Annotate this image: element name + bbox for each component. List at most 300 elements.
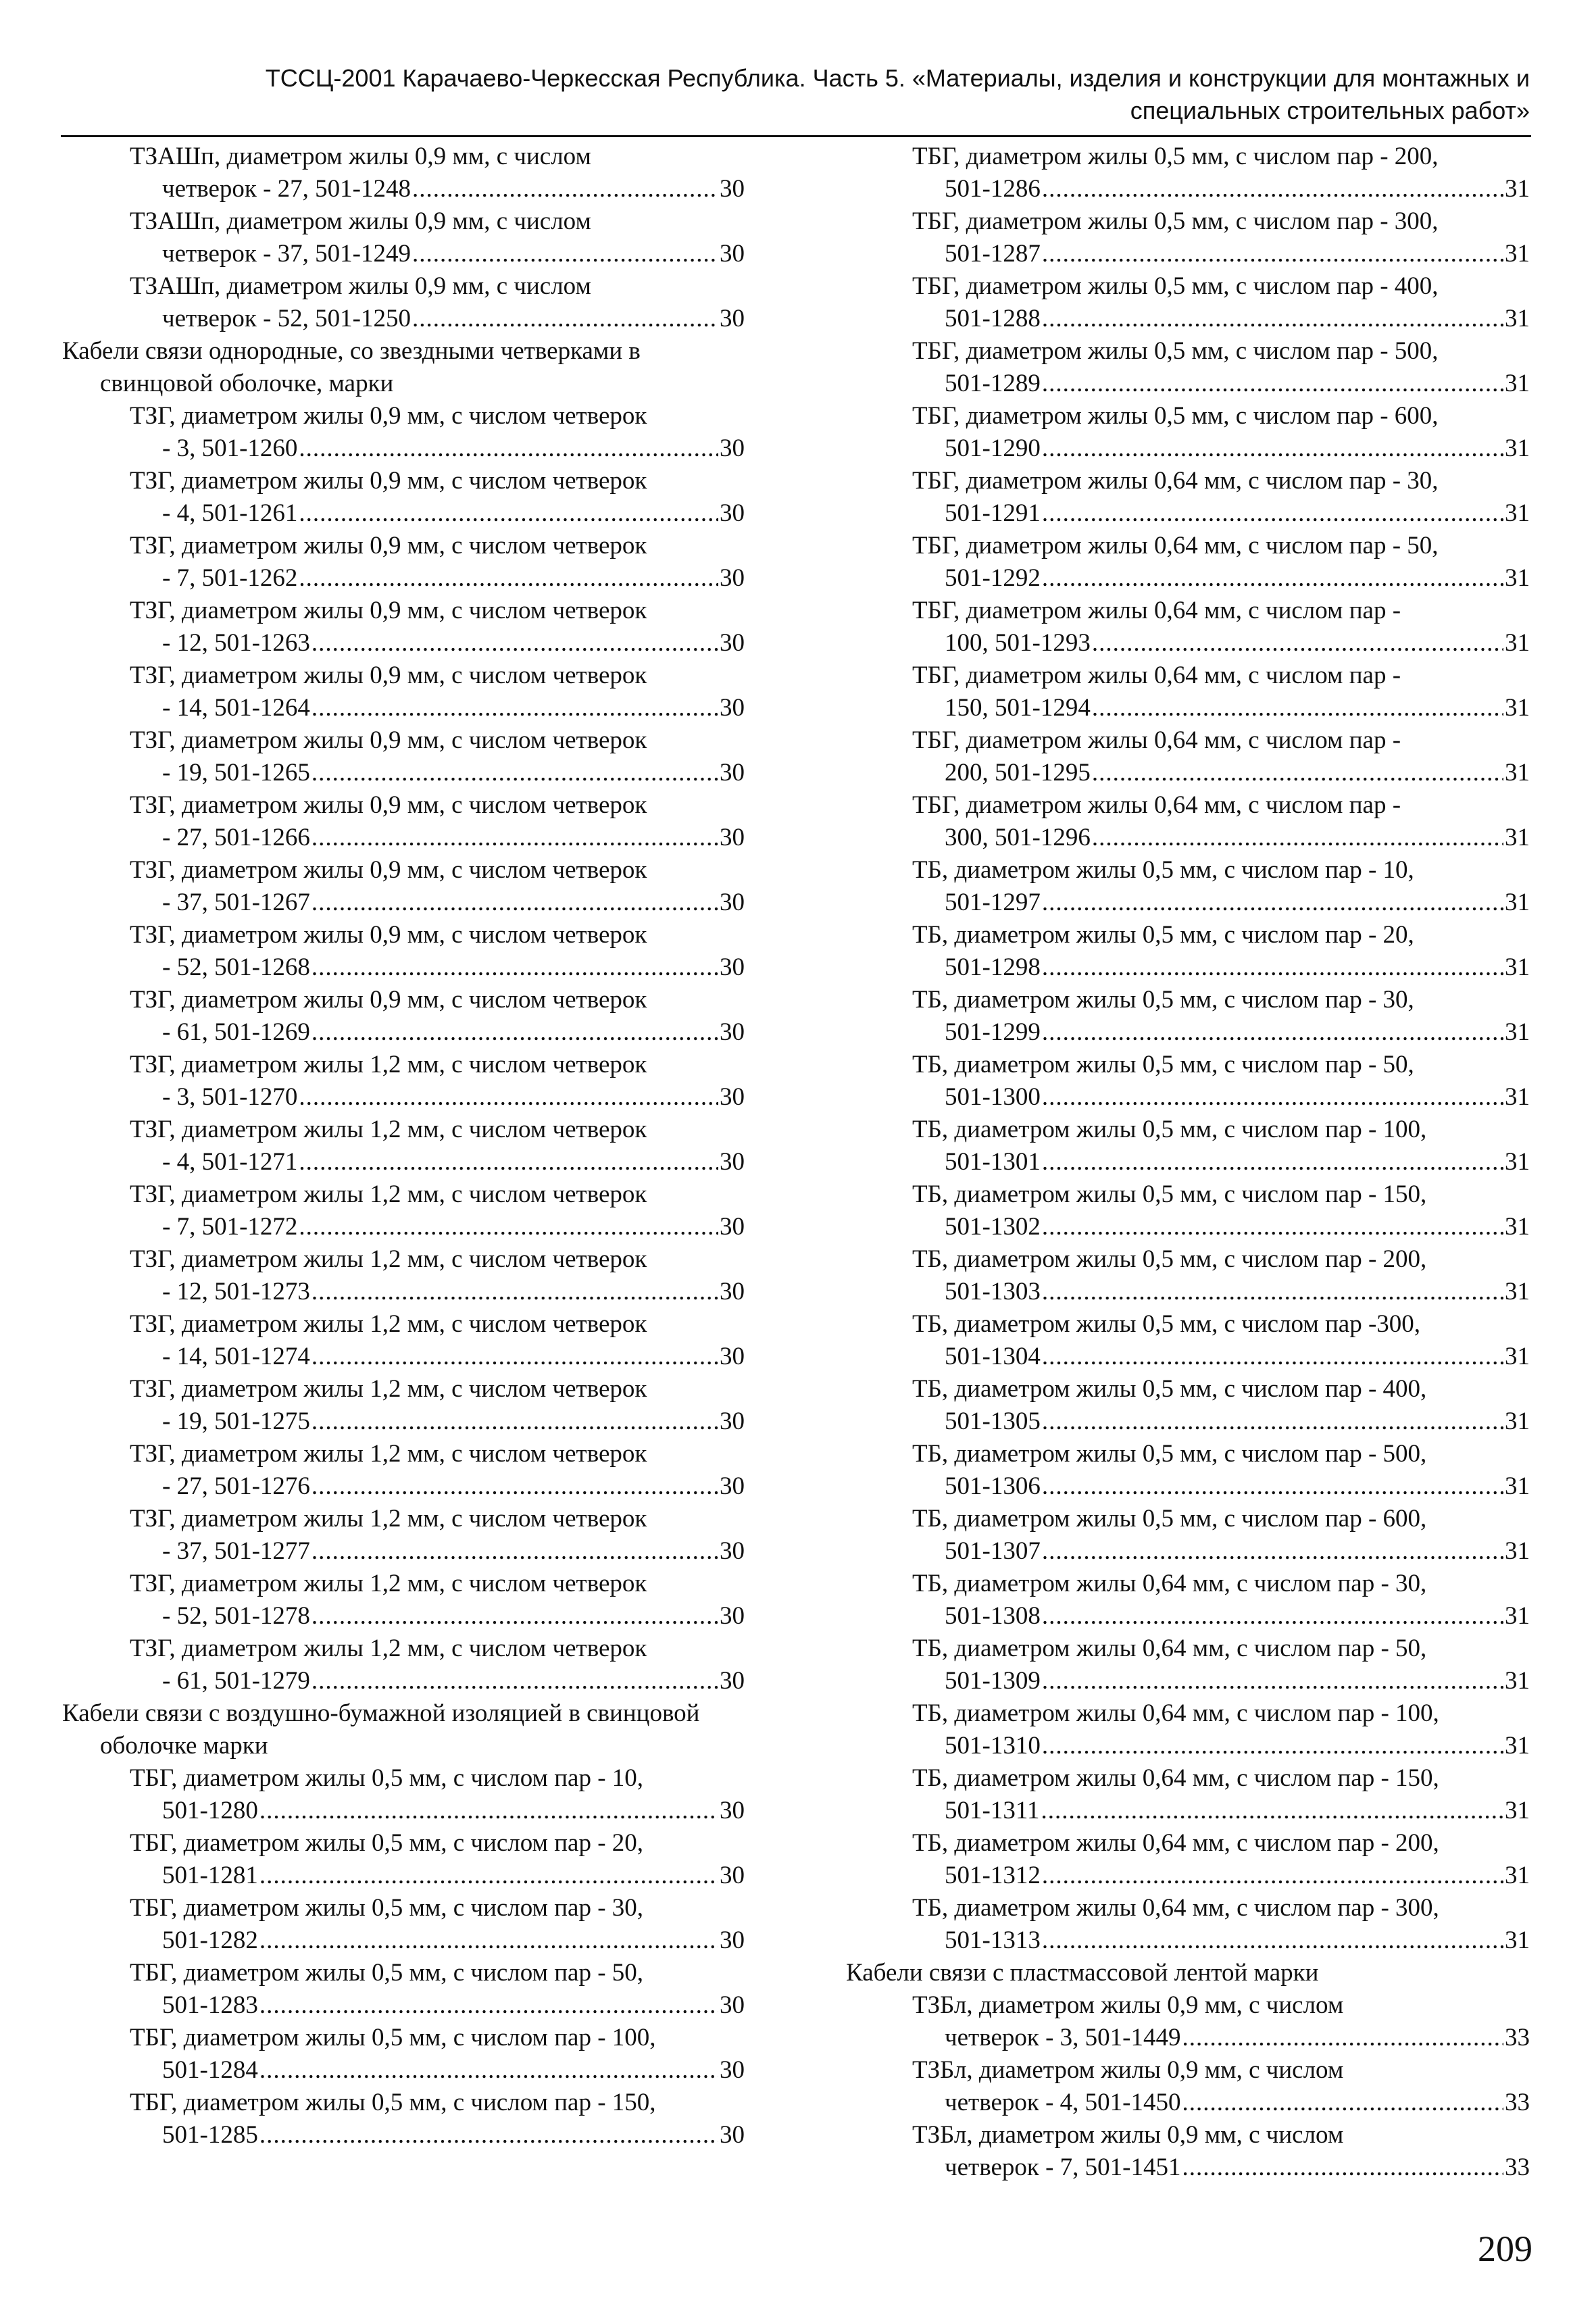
entry-page-number: 31 [1505, 175, 1530, 203]
entry-description: ТБ, диаметром жилы 0,5 мм, с числом пар - 600, [912, 1505, 1427, 1533]
dot-leader [1042, 303, 1503, 335]
entry-description: ТЗГ, диаметром жилы 0,9 мм, с числом четверок [130, 402, 647, 430]
entry-reference-line [62, 562, 745, 595]
entry-reference-line [62, 1535, 745, 1568]
entry-code: - 37, 501-1267 [162, 889, 310, 916]
entry-page-number: 30 [720, 305, 745, 332]
index-entry [62, 1892, 745, 1957]
index-entry [846, 1178, 1530, 1243]
entry-code: - 27, 501-1276 [162, 1472, 310, 1500]
index-entry [846, 789, 1530, 854]
entry-page-number: 31 [1505, 434, 1530, 462]
entry-page-number: 31 [1505, 1472, 1530, 1500]
entry-code: 501-1303 [945, 1278, 1041, 1305]
entry-code: четверок - 52, 501-1250 [162, 305, 411, 332]
dot-leader [1042, 1146, 1503, 1178]
index-entry [62, 1308, 745, 1373]
index-entry [62, 1049, 745, 1114]
dot-leader [311, 822, 718, 854]
entry-reference-line [62, 1016, 745, 1049]
index-entry [62, 1762, 745, 1827]
entry-description: ТБГ, диаметром жилы 0,5 мм, с числом пар - 200, [912, 143, 1439, 170]
entry-reference-line [846, 1730, 1530, 1762]
entry-page-number: 30 [720, 564, 745, 592]
dot-leader [1042, 1730, 1503, 1762]
index-entry [846, 724, 1530, 789]
entry-reference-line [846, 822, 1530, 854]
dot-leader [1092, 757, 1503, 789]
dot-leader [311, 692, 718, 724]
entry-reference-line [846, 2087, 1530, 2119]
index-entry [62, 270, 745, 335]
dot-leader [412, 238, 718, 270]
category-heading: Кабели связи с пластмассовой лентой марки [846, 1959, 1319, 1987]
entry-page-number: 30 [720, 1148, 745, 1176]
index-entry [62, 1438, 745, 1503]
entry-page-number: 30 [720, 499, 745, 527]
index-entry [62, 919, 745, 984]
entry-code: 501-1290 [945, 434, 1041, 462]
index-entry [846, 335, 1530, 400]
entry-description: ТЗБл, диаметром жилы 0,9 мм, с числом [912, 1991, 1344, 2019]
running-header-line-2: специальных строительных работ» [1130, 97, 1530, 124]
entry-reference-line [846, 562, 1530, 595]
dot-leader [311, 627, 718, 659]
index-entry [846, 1892, 1530, 1957]
entry-reference-line [846, 887, 1530, 919]
dot-leader [1182, 2022, 1504, 2054]
entry-description: ТЗГ, диаметром жилы 1,2 мм, с числом четверок [130, 1375, 647, 1403]
index-entry [846, 1373, 1530, 1438]
entry-description: ТЗГ, диаметром жилы 1,2 мм, с числом четверок [130, 1180, 647, 1208]
entry-page-number: 31 [1505, 370, 1530, 397]
entry-page-number: 31 [1505, 1537, 1530, 1565]
entry-page-number: 31 [1505, 759, 1530, 787]
entry-page-number: 30 [720, 953, 745, 981]
entry-code: 200, 501-1295 [945, 759, 1091, 787]
entry-description: ТБГ, диаметром жилы 0,64 мм, с числом пар - 30, [912, 467, 1439, 495]
index-entry [62, 141, 745, 205]
index-column-left [62, 141, 745, 2151]
entry-reference-line [846, 1795, 1530, 1827]
entry-page-number: 30 [720, 1343, 745, 1370]
entry-reference-line [846, 1470, 1530, 1503]
entry-reference-line [62, 822, 745, 854]
index-entry [62, 1633, 745, 1697]
entry-code: 501-1291 [945, 499, 1041, 527]
entry-description: ТБГ, диаметром жилы 0,5 мм, с числом пар - 150, [130, 2089, 656, 2116]
entry-description: ТБГ, диаметром жилы 0,5 мм, с числом пар - 500, [912, 337, 1439, 365]
entry-code: 501-1313 [945, 1926, 1041, 1954]
entry-page-number: 33 [1505, 2154, 1530, 2181]
entry-page-number: 30 [720, 434, 745, 462]
index-entry [62, 2022, 745, 2087]
dot-leader [311, 1276, 718, 1308]
entry-description: ТБ, диаметром жилы 0,5 мм, с числом пар - 50, [912, 1051, 1414, 1078]
entry-page-number: 30 [720, 824, 745, 851]
entry-reference-line [846, 303, 1530, 335]
dot-leader [299, 432, 718, 465]
entry-page-number: 30 [720, 2056, 745, 2084]
index-entry [62, 1503, 745, 1568]
entry-description: ТБГ, диаметром жилы 0,64 мм, с числом пар - [912, 791, 1401, 819]
index-entry [846, 1243, 1530, 1308]
entry-code: четверок - 3, 501-1449 [945, 2024, 1181, 2051]
index-entry [62, 595, 745, 659]
entry-page-number: 30 [720, 1537, 745, 1565]
dot-leader [311, 951, 718, 984]
entry-reference-line [846, 432, 1530, 465]
index-entry [62, 2087, 745, 2151]
entry-description: ТБ, диаметром жилы 0,5 мм, с числом пар - 20, [912, 921, 1414, 949]
dot-leader [259, 1795, 718, 1827]
entry-code: 501-1284 [162, 2056, 258, 2084]
entry-page-number: 31 [1505, 305, 1530, 332]
index-entry [62, 205, 745, 270]
entry-reference-line [62, 173, 745, 205]
entry-description: ТБГ, диаметром жилы 0,5 мм, с числом пар - 400, [912, 272, 1439, 300]
entry-description: ТБГ, диаметром жилы 0,64 мм, с числом пар - [912, 662, 1401, 689]
entry-description: ТЗГ, диаметром жилы 1,2 мм, с числом четверок [130, 1505, 647, 1533]
entry-code: четверок - 7, 501-1451 [945, 2154, 1181, 2181]
entry-code: 501-1288 [945, 305, 1041, 332]
dot-leader [311, 1405, 718, 1438]
entry-code: 501-1299 [945, 1018, 1041, 1046]
entry-description: ТЗГ, диаметром жилы 0,9 мм, с числом четверок [130, 986, 647, 1014]
entry-description: ТЗАШп, диаметром жилы 0,9 мм, с числом [130, 272, 591, 300]
entry-code: - 3, 501-1260 [162, 434, 298, 462]
index-entry [62, 724, 745, 789]
entry-page-number: 30 [720, 694, 745, 722]
header-rule [61, 135, 1531, 137]
entry-reference-line [62, 1276, 745, 1308]
entry-code: 501-1311 [945, 1797, 1040, 1824]
dot-leader [412, 173, 718, 205]
dot-leader [1042, 562, 1503, 595]
entry-reference-line [62, 1470, 745, 1503]
entry-code: 501-1289 [945, 370, 1041, 397]
dot-leader [1042, 1860, 1503, 1892]
entry-reference-line [62, 692, 745, 724]
entry-page-number: 31 [1505, 1862, 1530, 1889]
entry-reference-line [846, 368, 1530, 400]
dot-leader [1042, 1405, 1503, 1438]
entry-description: ТБ, диаметром жилы 0,64 мм, с числом пар - 150, [912, 1764, 1439, 1792]
entry-code: 501-1285 [162, 2121, 258, 2149]
index-entry [62, 530, 745, 595]
entry-page-number: 30 [720, 759, 745, 787]
entry-code: 501-1297 [945, 889, 1041, 916]
entry-page-number: 30 [720, 1018, 745, 1046]
entry-page-number: 30 [720, 1991, 745, 2019]
entry-reference-line [846, 951, 1530, 984]
entry-reference-line [846, 627, 1530, 659]
dot-leader [1042, 1016, 1503, 1049]
entry-description: ТЗГ, диаметром жилы 0,9 мм, с числом четверок [130, 662, 647, 689]
entry-code: 501-1283 [162, 1991, 258, 2019]
index-entry [846, 984, 1530, 1049]
entry-code: 501-1282 [162, 1926, 258, 1954]
dot-leader [1042, 1081, 1503, 1114]
category-heading: Кабели связи с воздушно-бумажной изоляцией в свинцовой оболочке марки [62, 1699, 700, 1760]
entry-code: 501-1310 [945, 1732, 1041, 1760]
entry-page-number: 30 [720, 240, 745, 268]
entry-code: - 7, 501-1262 [162, 564, 298, 592]
entry-page-number: 31 [1505, 953, 1530, 981]
entry-code: четверок - 4, 501-1450 [945, 2089, 1181, 2116]
entry-code: 501-1286 [945, 175, 1041, 203]
entry-code: - 14, 501-1264 [162, 694, 310, 722]
dot-leader [311, 1600, 718, 1633]
entry-reference-line [846, 1211, 1530, 1243]
entry-description: ТБ, диаметром жилы 0,5 мм, с числом пар - 400, [912, 1375, 1427, 1403]
index-entry [846, 205, 1530, 270]
entry-code: 501-1300 [945, 1083, 1041, 1111]
entry-description: ТЗГ, диаметром жилы 0,9 мм, с числом четверок [130, 467, 647, 495]
index-entry [62, 789, 745, 854]
entry-page-number: 30 [720, 1083, 745, 1111]
entry-page-number: 33 [1505, 2089, 1530, 2116]
entry-code: - 4, 501-1261 [162, 499, 298, 527]
entry-description: ТБ, диаметром жилы 0,5 мм, с числом пар - 10, [912, 856, 1414, 884]
entry-page-number: 30 [720, 1408, 745, 1435]
entry-code: 501-1304 [945, 1343, 1041, 1370]
index-entry [846, 1827, 1530, 1892]
entry-code: 501-1306 [945, 1472, 1041, 1500]
dot-leader [1042, 1276, 1503, 1308]
entry-code: - 52, 501-1278 [162, 1602, 310, 1630]
entry-page-number: 31 [1505, 694, 1530, 722]
entry-code: - 7, 501-1272 [162, 1213, 298, 1241]
entry-reference-line [62, 1081, 745, 1114]
entry-description: ТБ, диаметром жилы 0,64 мм, с числом пар - 200, [912, 1829, 1439, 1857]
entry-description: ТБ, диаметром жилы 0,5 мм, с числом пар - 150, [912, 1180, 1427, 1208]
entry-reference-line [62, 951, 745, 984]
dot-leader [311, 887, 718, 919]
entry-code: 150, 501-1294 [945, 694, 1091, 722]
entry-code: 501-1301 [945, 1148, 1041, 1176]
entry-reference-line [846, 1081, 1530, 1114]
entry-description: ТБ, диаметром жилы 0,64 мм, с числом пар - 30, [912, 1570, 1427, 1597]
entry-page-number: 31 [1505, 1343, 1530, 1370]
dot-leader [1042, 1535, 1503, 1568]
entry-reference-line [846, 757, 1530, 789]
entry-reference-line [62, 1924, 745, 1957]
entry-reference-line [62, 1795, 745, 1827]
dot-leader [1042, 1924, 1503, 1957]
dot-leader [299, 1211, 718, 1243]
entry-page-number: 30 [720, 2121, 745, 2149]
index-entry [846, 854, 1530, 919]
entry-reference-line [846, 1535, 1530, 1568]
entry-code: четверок - 37, 501-1249 [162, 240, 411, 268]
entry-code: 501-1280 [162, 1797, 258, 1824]
dot-leader [259, 1860, 718, 1892]
entry-reference-line [846, 1924, 1530, 1957]
entry-reference-line [62, 497, 745, 530]
entry-code: - 61, 501-1279 [162, 1667, 310, 1695]
dot-leader [1182, 2151, 1504, 2184]
dot-leader [299, 1081, 718, 1114]
entry-page-number: 31 [1505, 629, 1530, 657]
category-heading: Кабели связи однородные, со звездными четверками в свинцовой оболочке, марки [62, 337, 641, 397]
entry-page-number: 31 [1505, 889, 1530, 916]
entry-description: ТБ, диаметром жилы 0,5 мм, с числом пар - 100, [912, 1116, 1427, 1143]
entry-code: 501-1305 [945, 1408, 1041, 1435]
entry-page-number: 30 [720, 889, 745, 916]
entry-code: 501-1287 [945, 240, 1041, 268]
dot-leader [1042, 497, 1503, 530]
index-entry [846, 1989, 1530, 2054]
entry-code: 100, 501-1293 [945, 629, 1091, 657]
index-entry [846, 1697, 1530, 1762]
index-entry [846, 1049, 1530, 1114]
entry-reference-line [846, 2151, 1530, 2184]
dot-leader [1042, 951, 1503, 984]
entry-description: ТЗАШп, диаметром жилы 0,9 мм, с числом [130, 143, 591, 170]
entry-code: 501-1302 [945, 1213, 1041, 1241]
index-entry [62, 1243, 745, 1308]
entry-description: ТБГ, диаметром жилы 0,5 мм, с числом пар - 50, [130, 1959, 644, 1987]
index-entry [846, 659, 1530, 724]
dot-leader [1042, 1470, 1503, 1503]
dot-leader [299, 1146, 718, 1178]
entry-code: - 37, 501-1277 [162, 1537, 310, 1565]
entry-description: ТЗГ, диаметром жилы 0,9 мм, с числом четверок [130, 726, 647, 754]
entry-reference-line [62, 238, 745, 270]
entry-page-number: 31 [1505, 1018, 1530, 1046]
dot-leader [1042, 887, 1503, 919]
entry-page-number: 30 [720, 175, 745, 203]
entry-reference-line [62, 1989, 745, 2022]
entry-code: 501-1292 [945, 564, 1041, 592]
entry-description: ТБ, диаметром жилы 0,64 мм, с числом пар - 300, [912, 1894, 1439, 1922]
index-entry [846, 1503, 1530, 1568]
entry-page-number: 31 [1505, 564, 1530, 592]
index-entry [846, 1438, 1530, 1503]
index-entry [846, 141, 1530, 205]
entry-page-number: 31 [1505, 1602, 1530, 1630]
entry-page-number: 31 [1505, 499, 1530, 527]
entry-page-number: 30 [720, 1602, 745, 1630]
entry-description: ТБГ, диаметром жилы 0,64 мм, с числом пар - 50, [912, 532, 1439, 559]
entry-page-number: 30 [720, 1667, 745, 1695]
index-entry [846, 2054, 1530, 2119]
dot-leader [311, 1341, 718, 1373]
entry-reference-line [846, 1405, 1530, 1438]
entry-page-number: 30 [720, 1926, 745, 1954]
entry-page-number: 31 [1505, 1278, 1530, 1305]
entry-description: ТБГ, диаметром жилы 0,5 мм, с числом пар - 300, [912, 207, 1439, 235]
entry-page-number: 30 [720, 1278, 745, 1305]
entry-code: - 4, 501-1271 [162, 1148, 298, 1176]
index-entry [846, 400, 1530, 465]
entry-code: 300, 501-1296 [945, 824, 1091, 851]
entry-description: ТБГ, диаметром жилы 0,5 мм, с числом пар - 10, [130, 1764, 644, 1792]
index-entry [62, 465, 745, 530]
dot-leader [311, 1535, 718, 1568]
entry-page-number: 31 [1505, 1408, 1530, 1435]
entry-description: ТЗГ, диаметром жилы 0,9 мм, с числом четверок [130, 597, 647, 624]
dot-leader [311, 1016, 718, 1049]
entry-description: ТЗГ, диаметром жилы 1,2 мм, с числом четверок [130, 1440, 647, 1468]
entry-reference-line [846, 238, 1530, 270]
entry-reference-line [62, 1146, 745, 1178]
entry-code: - 19, 501-1265 [162, 759, 310, 787]
index-entry [62, 984, 745, 1049]
index-entry [846, 919, 1530, 984]
dot-leader [299, 497, 718, 530]
index-entry [62, 1114, 745, 1178]
dot-leader [412, 303, 718, 335]
entry-description: ТЗГ, диаметром жилы 1,2 мм, с числом четверок [130, 1116, 647, 1143]
index-entry [846, 1114, 1530, 1178]
index-entry [846, 1633, 1530, 1697]
entry-page-number: 31 [1505, 1667, 1530, 1695]
dot-leader [259, 1924, 718, 1957]
dot-leader [1041, 1795, 1503, 1827]
entry-description: ТБ, диаметром жилы 0,5 мм, с числом пар -300, [912, 1310, 1421, 1338]
entry-code: 501-1312 [945, 1862, 1041, 1889]
entry-page-number: 31 [1505, 240, 1530, 268]
index-entry [62, 1568, 745, 1633]
entry-description: ТБГ, диаметром жилы 0,5 мм, с числом пар - 100, [130, 2024, 656, 2051]
entry-description: ТБГ, диаметром жилы 0,5 мм, с числом пар - 600, [912, 402, 1439, 430]
dot-leader [1042, 173, 1503, 205]
index-entry [62, 1827, 745, 1892]
entry-reference-line [62, 303, 745, 335]
entry-description: ТБГ, диаметром жилы 0,5 мм, с числом пар - 20, [130, 1829, 644, 1857]
entry-page-number: 30 [720, 1797, 745, 1824]
dot-leader [1092, 822, 1503, 854]
entry-description: ТБГ, диаметром жилы 0,64 мм, с числом пар - [912, 726, 1401, 754]
entry-code: четверок - 27, 501-1248 [162, 175, 411, 203]
entry-code: - 3, 501-1270 [162, 1083, 298, 1111]
entry-reference-line [62, 1405, 745, 1438]
entry-description: ТБ, диаметром жилы 0,64 мм, с числом пар - 50, [912, 1635, 1427, 1662]
entry-reference-line [846, 692, 1530, 724]
dot-leader [259, 1989, 718, 2022]
dot-leader [1042, 368, 1503, 400]
entry-reference-line [62, 1341, 745, 1373]
index-column-right [846, 141, 1530, 2184]
index-entry [846, 1568, 1530, 1633]
index-entry [846, 2119, 1530, 2184]
entry-description: ТЗГ, диаметром жилы 1,2 мм, с числом четверок [130, 1051, 647, 1078]
dot-leader [311, 757, 718, 789]
running-header-line-1: ТССЦ-2001 Карачаево-Черкесская Республика. Часть 5. «Материалы, изделия и конструкции для монтажных и [265, 64, 1530, 92]
entry-page-number: 31 [1505, 1926, 1530, 1954]
page-number: 209 [1478, 2229, 1532, 2269]
index-entry [62, 1373, 745, 1438]
entry-reference-line [62, 627, 745, 659]
entry-code: - 27, 501-1266 [162, 824, 310, 851]
running-header [62, 62, 1530, 127]
entry-description: ТЗГ, диаметром жилы 0,9 мм, с числом четверок [130, 921, 647, 949]
entry-code: - 12, 501-1273 [162, 1278, 310, 1305]
entry-reference-line [846, 497, 1530, 530]
dot-leader [299, 562, 718, 595]
entry-code: - 61, 501-1269 [162, 1018, 310, 1046]
dot-leader [1042, 432, 1503, 465]
dot-leader [1042, 238, 1503, 270]
dot-leader [1042, 1600, 1503, 1633]
entry-page-number: 31 [1505, 1083, 1530, 1111]
entry-description: ТБ, диаметром жилы 0,5 мм, с числом пар - 30, [912, 986, 1414, 1014]
entry-reference-line [62, 1211, 745, 1243]
entry-reference-line [846, 173, 1530, 205]
entry-code: - 14, 501-1274 [162, 1343, 310, 1370]
